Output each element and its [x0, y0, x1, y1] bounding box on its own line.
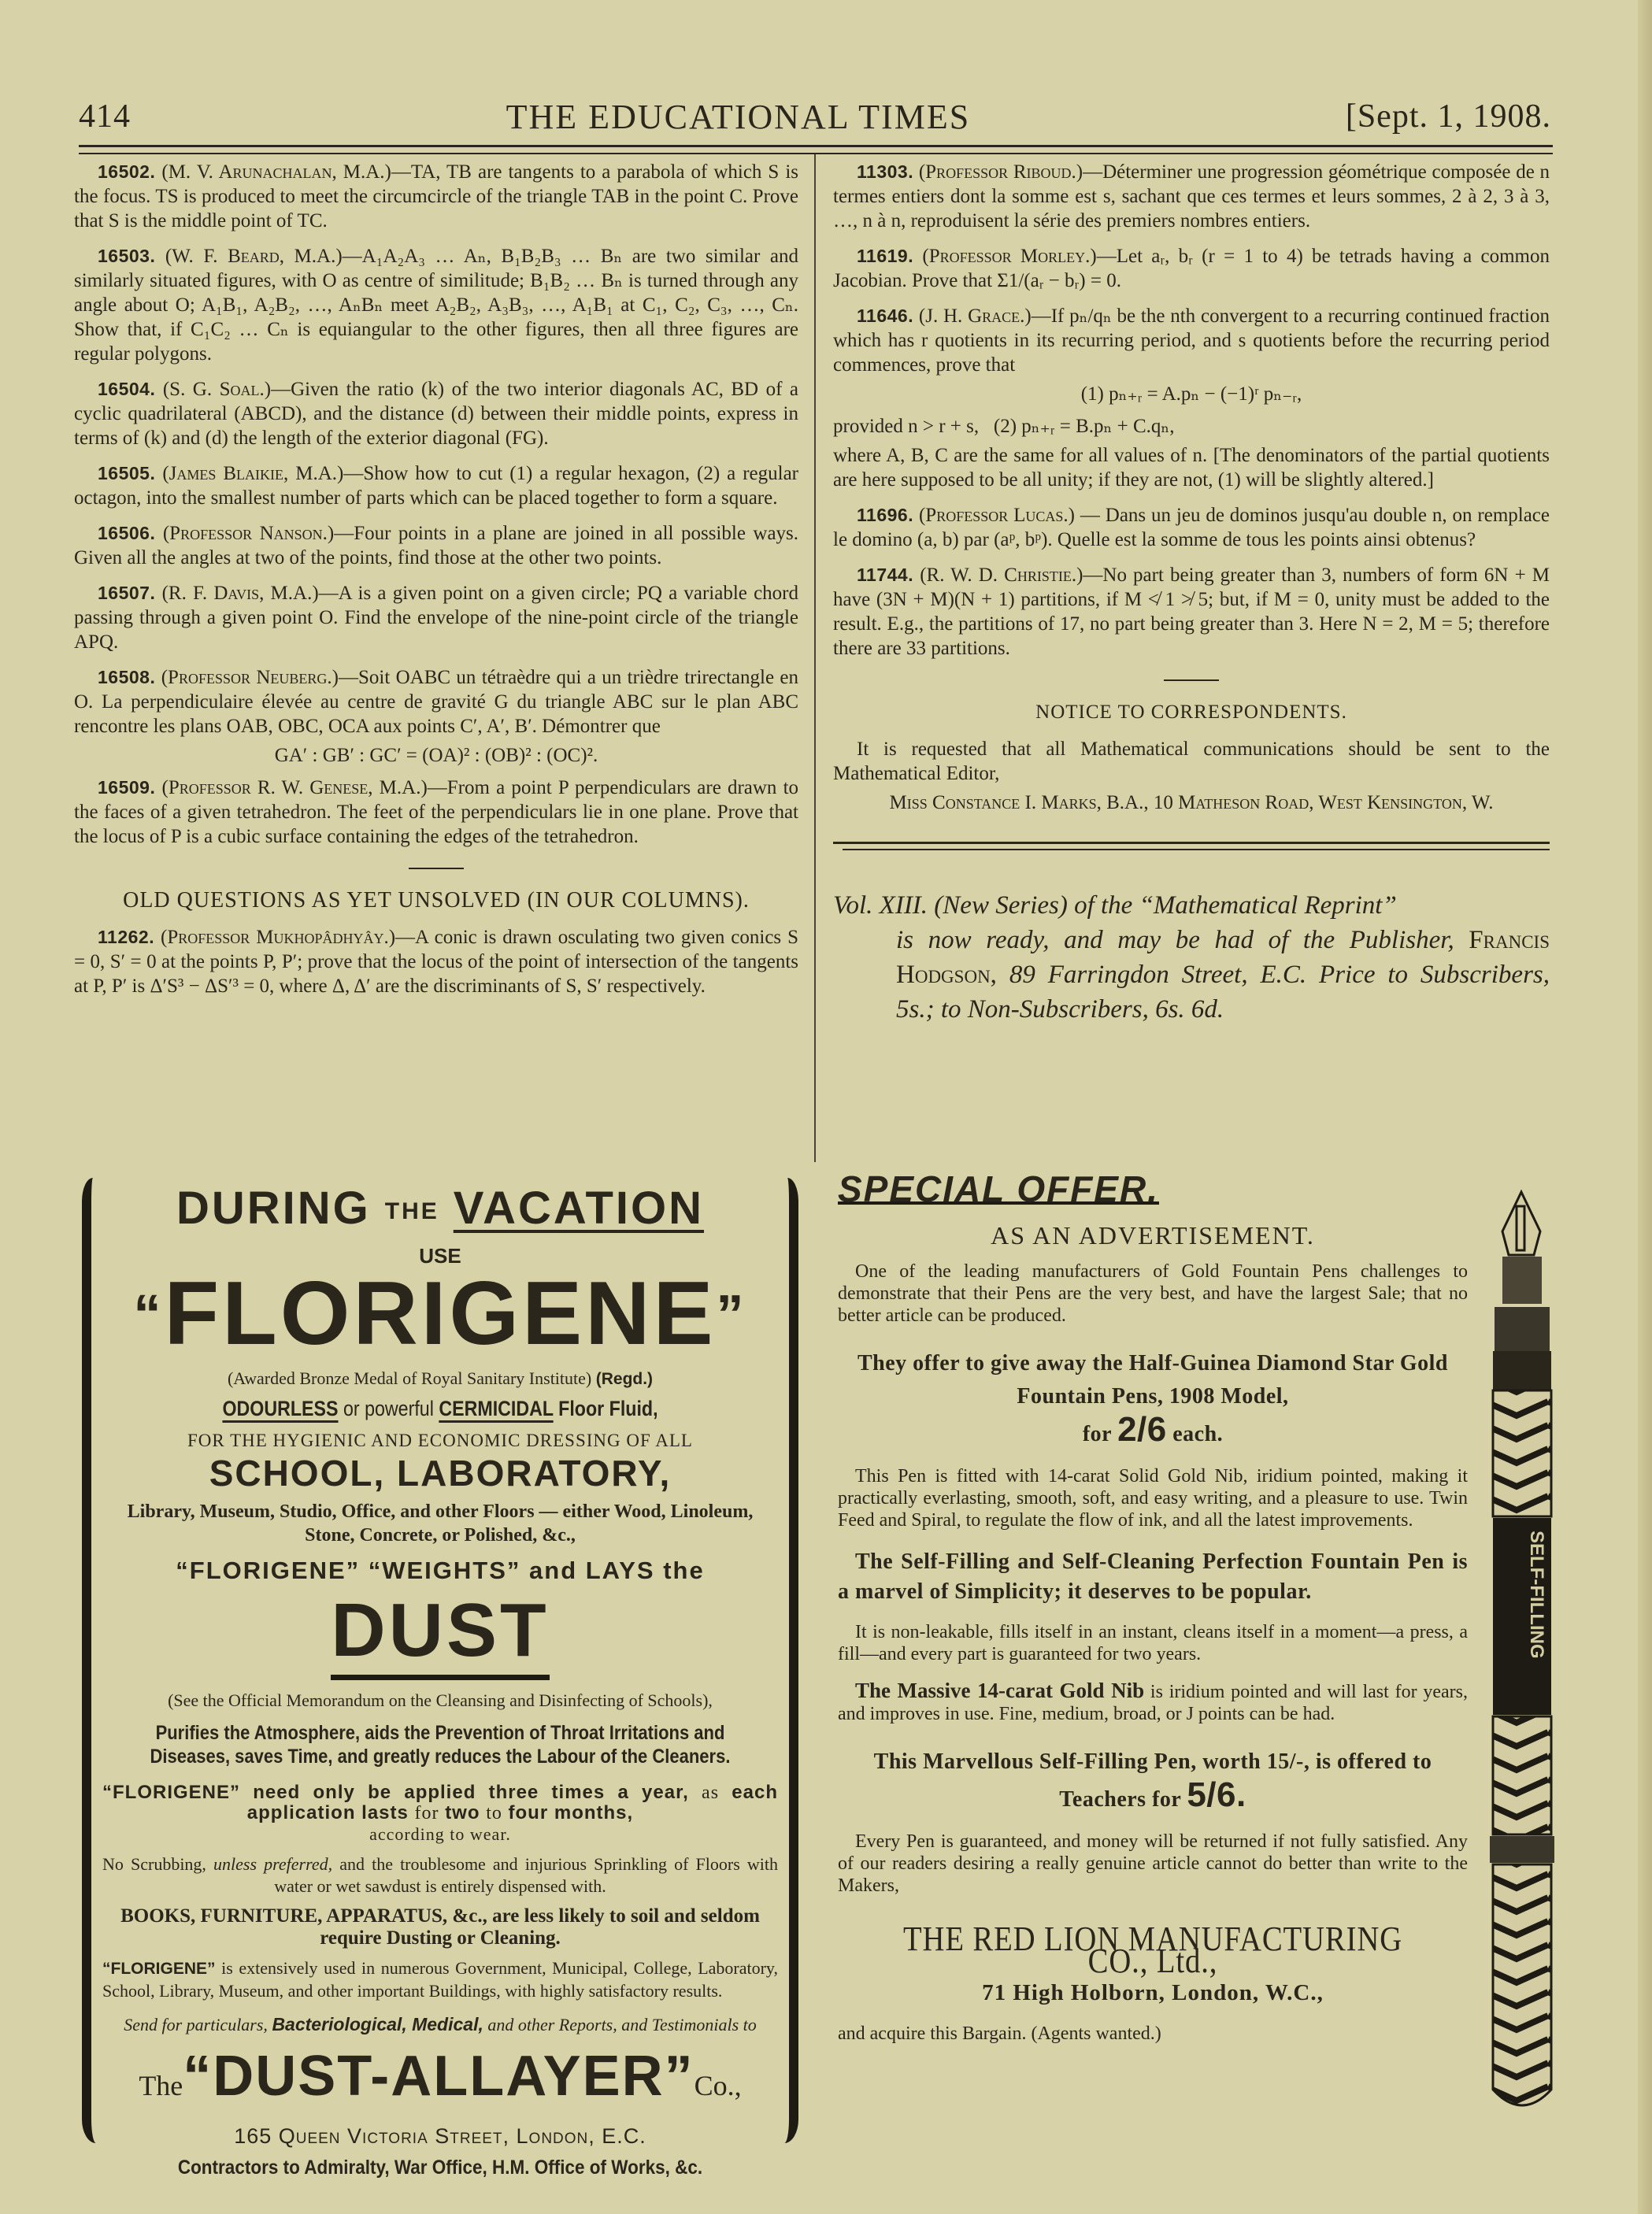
page-number: 414	[79, 98, 131, 135]
self-filling-paragraph: The Self-Filling and Self-Cleaning Perfection Fountain Pen is a marvel of Simplicity; it deserves to be popular.	[838, 1549, 1468, 1604]
question-11646-note: where A, B, C are the same for all values of n. [The denominators of the partial quotients are here supposed to be all unity; if they are not, (1) will be slightly altered.]	[833, 445, 1550, 491]
maker-address: 71 High Holborn, London, W.C.,	[982, 1980, 1324, 2005]
purifies-line: Purifies the Atmosphere, aids the Prevention of Throat Irritations and Diseases, saves Time, and greatly reduces the Labour of the Cleaners.	[150, 1721, 731, 1768]
question-16508: 16508. (Professor Neuberg.)—Soit OABC un tétraèdre qui a un trièdre trirectangle en O. La perpendiculaire élevée au centre de gravité G du triangle ABC sur le plan ABC rencontre les plans OAB, OBC, OCA aux points C′, A′, B′. Démontrer que	[74, 667, 798, 737]
pen-barrel-middle	[1493, 1716, 1551, 1835]
ad-use: USE	[419, 1243, 461, 1268]
question-11303: 11303. (Professor Riboud.)—Déterminer une progression géométrique composée de n termes entiers dont la somme est s, sachant que ces termes et leurs sommes, 2 à 2, 3 à 3, …, n à n, reproduisent la série des premiers nombres entiers.	[833, 161, 1550, 231]
question-11646: 11646. (J. H. Grace.)—If pₙ/qₙ be the nth convergent to a recurring continued fraction which has r quotients in its recurring period, and s quotients before the recurring period commences, prove that	[833, 305, 1550, 376]
dust-allayer-company: The“DUST-ALLAYER”Co.,	[139, 2044, 742, 2108]
running-header	[79, 93, 1551, 140]
pen-joint-ring	[1490, 1836, 1554, 1863]
formula-16508: GA′ : GB′ : GC′ = (OA)² : (OB)² : (OC)².	[274, 745, 598, 766]
memo-line: (See the Official Memorandum on the Cleansing and Disinfecting of Schools),	[168, 1690, 713, 1710]
guarantee-paragraph: Every Pen is guaranteed, and money will be returned if not fully satisfied. Any of our readers desiring a really genuine article cannot do better than write to the Makers,	[838, 1831, 1468, 1896]
application-line: “FLORIGENE” need only be applied three times a year, as each application lasts for two to four months, according to wear.	[102, 1781, 778, 1844]
hygienic-line: FOR THE HYGIENIC AND ECONOMIC DRESSING OF ALL	[187, 1430, 693, 1450]
pen-nib-icon	[1502, 1192, 1540, 1255]
question-11696: 11696. (Professor Lucas.) — Dans un jeu de dominos jusqu'au double n, on remplace le domino (a, b) par (aᵖ, bᵖ). Quelle est la somme de tous les points ainsi obtenus?	[833, 505, 1550, 550]
formula-11646-2: provided n > r + s, (2) pₙ₊ᵣ = B.pₙ + C.qₙ,	[833, 416, 1175, 437]
notice-editor: Miss Constance I. Marks, B.A., 10 Matheson Road, West Kensington, W.	[889, 792, 1494, 813]
teachers-offer: This Marvellous Self-Filling Pen, worth 15/-, is offered to Teachers for 5/6.	[873, 1749, 1432, 1814]
right-column	[833, 160, 1550, 1027]
notice-rule	[833, 842, 1550, 844]
send-for-particulars: Send for particulars, Bacteriological, Medical, and other Reports, and Testimonials to	[124, 2013, 757, 2034]
column-divider	[814, 154, 816, 1162]
closing-line: and acquire this Bargain. (Agents wanted.)	[838, 2023, 1161, 2044]
question-16505: 16505. (James Blaikie, M.A.)—Show how to cut (1) a regular hexagon, (2) a regular octagon, into the smallest number of parts which can be placed together to form a square.	[74, 463, 799, 509]
pen-barrel-lower	[1493, 1864, 1551, 2105]
question-11619: 11619. (Professor Morley.)—Let aᵣ, bᵣ (r = 1 to 4) be tetrads having a common Jacobian. Prove that Σ1/(aᵣ − bᵣ) = 0.	[833, 246, 1550, 291]
section-rule	[409, 868, 464, 869]
pen-label: SELF-FILLING	[1526, 1531, 1547, 1659]
contractors-line: Contractors to Admiralty, War Office, H.M. Office of Works, &c.	[177, 2156, 703, 2179]
florigene-advertisement	[82, 1178, 798, 2179]
question-11262: 11262. (Professor Mukhopâdhyây.)—A conic is drawn osculating two given conics S = 0, S′ = 0 at the points P, P′; prove that the locus of the point of intersection of the tangents at P, P′ is Δ′S³ − ΔS′³ = 0, where Δ, Δ′ are the discriminants of S, S′ respectively.	[74, 927, 798, 997]
special-offer-heading: SPECIAL OFFER.	[838, 1168, 1159, 1209]
company-address: 165 Queen Victoria Street, London, E.C.	[234, 2123, 646, 2148]
pen-cap-band	[1493, 1351, 1551, 1390]
header-rule	[79, 145, 1553, 147]
question-11744: 11744. (R. W. D. Christie.)—No part being greater than 3, numbers of form 6N + M have (3N + M)(N + 1) partitions, if M ≮ 1 ≯ 5; but, if M = 0, unity must be added to the result. E.g., the partitions of 17, no part being greater than 3. Here N = 2, M = 5; therefore there are 33 partitions.	[833, 565, 1550, 659]
offer-line: They offer to give away the Half-Guinea Diamond Star Gold Fountain Pens, 1908 Model, for 2/6 each.	[857, 1351, 1448, 1449]
odourless-line: ODOURLESS or powerful CERMICIDAL Floor Fluid,	[222, 1396, 658, 1420]
florigene-brand: “FLORIGENE”	[133, 1263, 747, 1364]
award-line: (Awarded Bronze Medal of Royal Sanitary Institute) (Regd.)	[227, 1368, 654, 1388]
massive-nib-paragraph: The Massive 14-carat Gold Nib is iridium pointed and will last for years, and improves in use. Fine, medium, broad, or J points can be had.	[838, 1679, 1469, 1724]
section-rule	[1164, 679, 1219, 681]
red-lion-company: THE RED LION MANUFACTURING CO., Ltd.,	[902, 1920, 1403, 1980]
ad-headline: DURING THE VACATION	[176, 1183, 705, 1234]
non-leakable-paragraph: It is non-leakable, fills itself in an instant, cleans itself in a moment—a press, a fill—and every part is guaranteed for two years.	[838, 1622, 1468, 1664]
page-edge	[1638, 0, 1652, 2214]
fountain-pen-illustration	[1485, 1184, 1558, 2129]
question-16507: 16507. (R. F. Davis, M.A.)—A is a given point on a given circle; PQ a variable chord passing through a given point O. Find the envelope of the nine-point circle of the triangle APQ.	[74, 583, 799, 653]
formula-11646-1: (1) pₙ₊ᵣ = A.pₙ − (−1)ʳ pₙ₋ᵣ,	[1080, 383, 1302, 405]
mathematical-reprint-notice: Vol. XIII. (New Series) of the “Mathematical Reprint” is now ready, and may be had of the Publisher, Francis Hodgson, 89 Farringdon Street, E.C. Price to Subscribers, 5s.; to Non-Subscribers, 6s. 6d.	[833, 891, 1550, 1024]
weights-line: “FLORIGENE” “WEIGHTS” and LAYS the	[176, 1556, 705, 1584]
journal-title: THE EDUCATIONAL TIMES	[506, 97, 971, 136]
fitted-paragraph: This Pen is fitted with 14-carat Solid Gold Nib, iridium pointed, making it practically everlasting, smooth, soft, and easy writing, and a pleasure to use. Twin Feed and Spiral, to regulate the flow of ink, and all the latest improvements.	[838, 1466, 1468, 1531]
question-16506: 16506. (Professor Nanson.)—Four points in a plane are joined in all possible ways. Given all the angles at two of the points, find those at the other two points.	[74, 523, 799, 568]
question-16509: 16509. (Professor R. W. Genese, M.A.)—From a point P perpendiculars are drawn to the faces of a given tetrahedron. The feet of the perpendiculars lie in one plane. Prove that the locus of P is a cubic surface containing the edges of the tetrahedron.	[74, 777, 799, 847]
left-column	[74, 160, 798, 1009]
advertisement-subhead: AS AN ADVERTISEMENT.	[991, 1221, 1315, 1250]
pen-section	[1502, 1257, 1542, 1304]
scrubbing-line: No Scrubbing, unless preferred, and the troublesome and injurious Sprinkling of Floors with water or wet sawdust is entirely dispensed with.	[102, 1853, 778, 1896]
pen-collar	[1495, 1307, 1550, 1351]
books-line: BOOKS, FURNITURE, APPARATUS, &c., are less likely to soil and seldom require Dusting or Cleaning.	[120, 1905, 760, 1949]
pen-barrel-upper	[1493, 1390, 1551, 1516]
notice-title: NOTICE TO CORRESPONDENTS.	[1035, 702, 1347, 723]
extensively-used: “FLORIGENE” is extensively used in numerous Government, Municipal, College, Laboratory, School, Library, Museum, and other important Buildings, with highly satisfactory results.	[102, 1957, 779, 2001]
school-laboratory: SCHOOL, LABORATORY,	[209, 1452, 672, 1494]
pen-advertisement	[838, 1168, 1469, 2045]
intro-paragraph: One of the leading manufacturers of Gold Fountain Pens challenges to demonstrate that their Pens are the very best, and have the largest Sale; that no better article can be produced.	[838, 1261, 1468, 1326]
library-line: Library, Museum, Studio, Office, and other Floors — either Wood, Linoleum, Stone, Concrete, or Polished, &c.,	[127, 1501, 754, 1546]
old-questions-title: OLD QUESTIONS AS YET UNSOLVED (IN OUR COLUMNS).	[123, 888, 750, 913]
question-16503: 16503. (W. F. Beard, M.A.)—A₁A₂A₃ … Aₙ, B₁B₂B₃ … Bₙ are two similar and similarly situated figures, with O as centre of similitude; B₁B₂ … Bₙ is turned through any angle about O; A₁B₁, A₂B₂, …, AₙBₙ meet A₂B₂, A₃B₃, …, A₁B₁ at C₁, C₂, C₃, …, Cₙ. Show that, if C₁C₂ … Cₙ is equiangular to the other figures, then all three figures are regular polygons.	[74, 246, 798, 365]
dust-heading: DUST	[331, 1591, 549, 1680]
question-16504: 16504. (S. G. Soal.)—Given the ratio (k) of the two interior diagonals AC, BD of a cyclic quadrilateral (ABCD), and the distance (d) between their middle points, express in terms of (k) and (d) the length of the exterior diagonal (FG).	[74, 379, 798, 449]
question-16502: 16502. (M. V. Arunachalan, M.A.)—TA, TB are tangents to a parabola of which S is the focus. TS is produced to meet the circumcircle of the triangle TAB in the point C. Prove that S is the middle point of TC.	[74, 161, 799, 231]
notice-text: It is requested that all Mathematical communications should be sent to the Mathematical Editor,	[833, 739, 1550, 784]
issue-date: [Sept. 1, 1908.	[1345, 98, 1551, 135]
